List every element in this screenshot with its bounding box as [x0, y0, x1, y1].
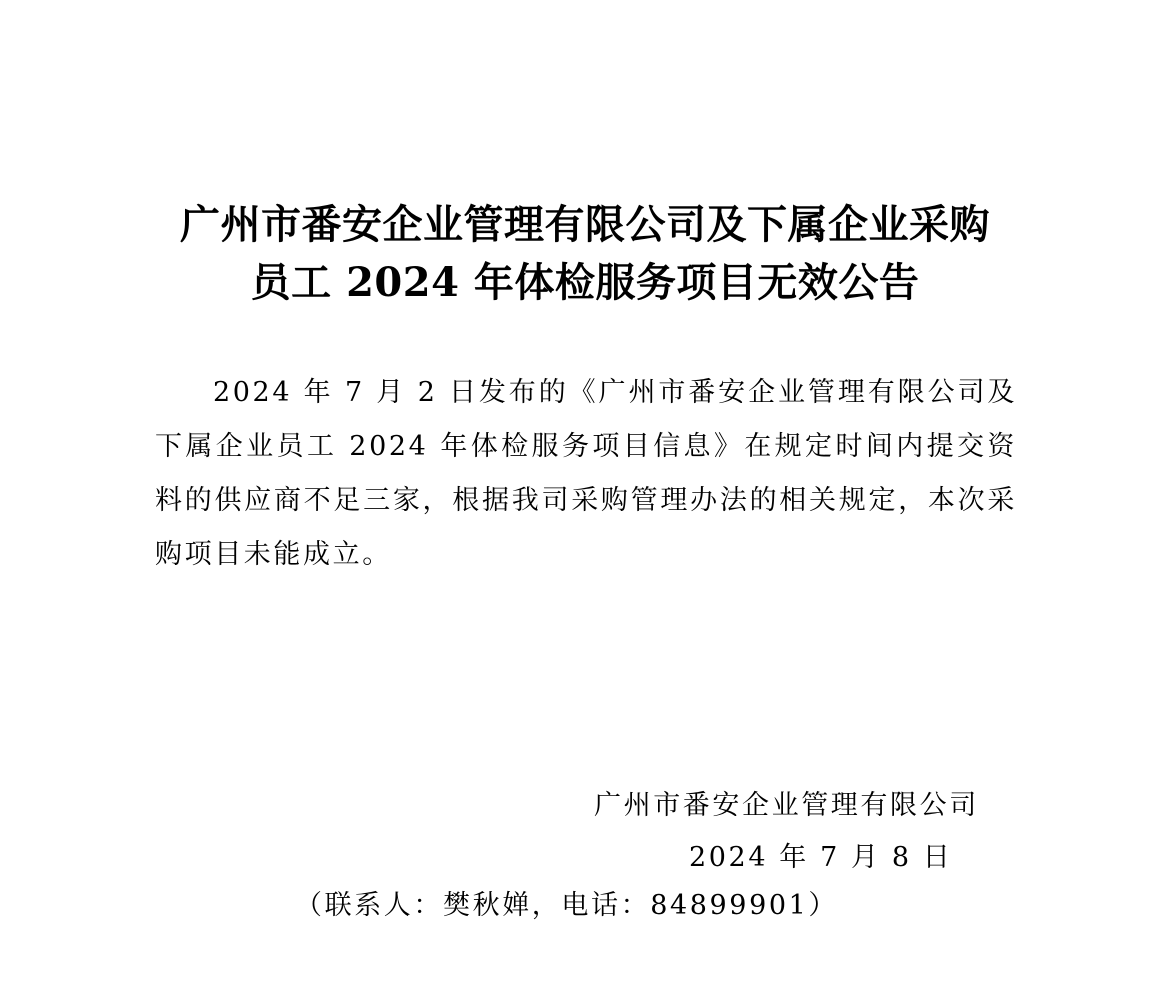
body-paragraph: 2024 年 7 月 2 日发布的《广州市番安企业管理有限公司及下属企业员工 2024 年体检服务项目信息》在规定时间内提交资料的供应商不足三家，根据我司采购管理办法的相关规定，本次采购项目未能成立。 [155, 377, 1017, 570]
signature-company: 广州市番安企业管理有限公司 [594, 790, 979, 821]
title-line-1: 广州市番安企业管理有限公司及下属企业采购 [180, 201, 990, 248]
signature-contact: （联系人：樊秋婵，电话：84899901） [295, 890, 839, 921]
title-line-2: 员工 2024 年体检服务项目无效公告 [250, 259, 920, 306]
document-title [120, 196, 1050, 312]
signature-date: 2024 年 7 月 8 日 [689, 842, 953, 873]
